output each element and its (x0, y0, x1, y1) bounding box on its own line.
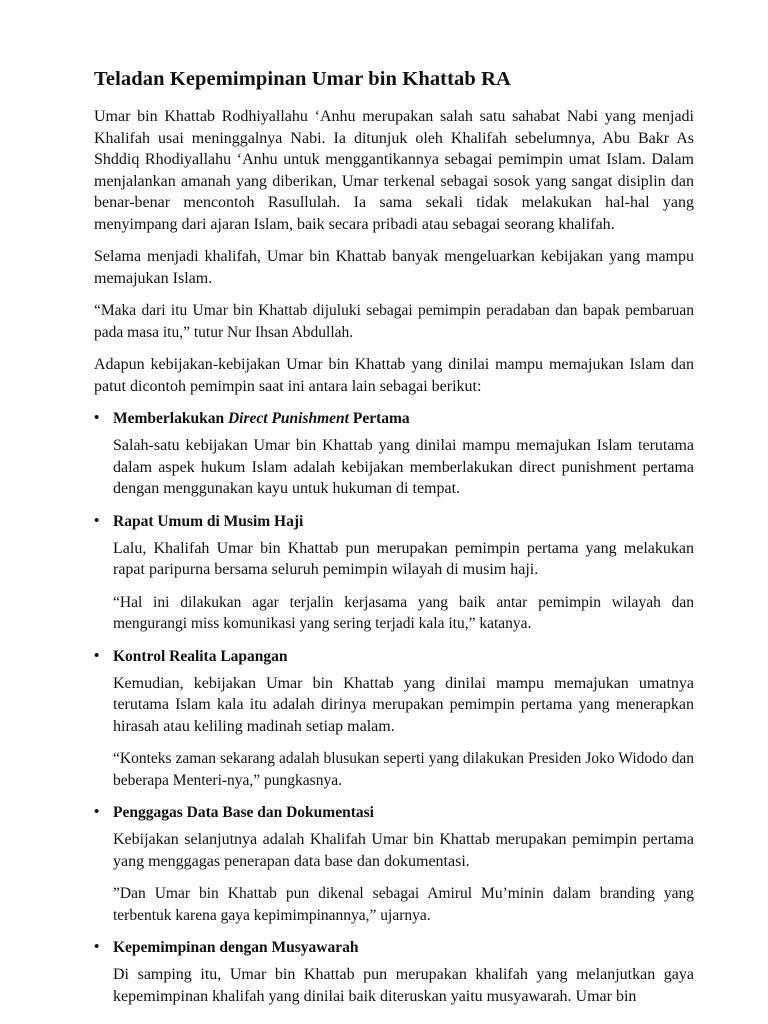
heading-text: Kepemimpinan dengan Musyawarah (113, 939, 359, 956)
document-title: Teladan Kepemimpinan Umar bin Khattab RA (94, 68, 511, 90)
heading-italic: Direct Punishment (227, 410, 349, 427)
section-heading-direct-punishment (94, 408, 694, 429)
section-heading-kontrol-realita (94, 646, 694, 667)
bullet-icon: • (94, 647, 100, 664)
section-body-rapat-umum: Lalu, Khalifah Umar bin Khattab pun merupakan pemimpin pertama yang melakukan rapat paripurna bersama seluruh pemimpin wilayah di musim haji. (113, 539, 694, 578)
heading-text: Kontrol Realita Lapangan (113, 647, 288, 665)
heading-suffix: Pertama (348, 410, 410, 427)
bullet-icon: • (94, 804, 100, 820)
section-body-musyawarah: Di samping itu, Umar bin Khattab pun merupakan khalifah yang melanjutkan gaya kepemimpinan khalifah yang dinilai baik diteruskan yaitu musyawarah. Umar bin (113, 966, 694, 1005)
section-heading-rapat-umum (94, 511, 694, 532)
section-body-data-base: Kebijakan selanjutnya adalah Khalifah Umar bin Khattab merupakan pemimpin pertama yang menggagas penerapan data base dan dokumentasi. (113, 831, 694, 870)
section-body-direct-punishment: Salah-satu kebijakan Umar bin Khattab yang dinilai mampu memajukan Islam terutama dalam aspek hukum Islam adalah kebijakan memberlakukan direct punishment pertama dengan menggunakan kayu untuk hukuman di tempat. (113, 437, 694, 497)
heading-text: Penggagas Data Base dan Dokumentasi (113, 804, 374, 821)
list-intro-paragraph: Adapun kebijakan-kebijakan Umar bin Khattab yang dinilai mampu memajukan Islam dan patut dicontoh pemimpin saat ini antara lain sebagai berikut: (94, 356, 694, 395)
heading-prefix: Memberlakukan (113, 410, 228, 427)
policy-intro-paragraph: Selama menjadi khalifah, Umar bin Khattab banyak mengeluarkan kebijakan yang mampu memajukan Islam. (94, 248, 694, 287)
quote-paragraph: “Maka dari itu Umar bin Khattab dijuluki sebagai pemimpin peradaban dan bapak pembaruan pada masa itu,” tutur Nur Ihsan Abdullah. (94, 302, 694, 341)
section-heading-musyawarah (94, 937, 694, 958)
section-quote-data-base: ”Dan Umar bin Khattab pun dikenal sebagai Amirul Mu’minin dalam branding yang terbentuk karena gaya kepimimpinannya,” ujarnya. (113, 885, 694, 924)
document-page (94, 66, 694, 1018)
heading-text: Rapat Umum di Musim Haji (113, 512, 304, 530)
bullet-icon: • (94, 410, 100, 426)
section-quote-kontrol-realita: “Konteks zaman sekarang adalah blusukan seperti yang dilakukan Presiden Joko Widodo dan beberapa Menteri-nya,” pungkasnya. (113, 750, 694, 789)
bullet-icon: • (94, 512, 100, 529)
section-heading-data-base (94, 802, 694, 823)
intro-paragraph: Umar bin Khattab Rodhiyallahu ‘Anhu merupakan salah satu sahabat Nabi yang menjadi Khalifah usai meninggalnya Nabi. Ia ditunjuk oleh Khalifah sebelumnya, Abu Bakr As Shddiq Rhodiyallahu ‘Anhu untuk menggantikannya sebagai pemimpin umat Islam. Dalam menjalankan amanah yang diberikan, Umar terkenal sebagai sosok yang sangat disiplin dan benar-benar mencontoh Rasullulah. Ia sama sekali tidak melakukan hal-hal yang menyimpang dari ajaran Islam, baik secara pribadi atau sebagai seorang khalifah. (94, 108, 694, 233)
bullet-icon: • (94, 939, 100, 955)
section-body-kontrol-realita: Kemudian, kebijakan Umar bin Khattab yang dinilai mampu memajukan umatnya terutama Islam kala itu adalah dirinya merupakan pemimpin pertama yang menerapkan hirasah atau keliling madinah setiap malam. (113, 674, 694, 735)
section-quote-rapat-umum: “Hal ini dilakukan agar terjalin kerjasama yang baik antar pemimpin wilayah dan mengurangi miss komunikasi yang sering terjadi kala itu,” katanya. (113, 593, 694, 632)
